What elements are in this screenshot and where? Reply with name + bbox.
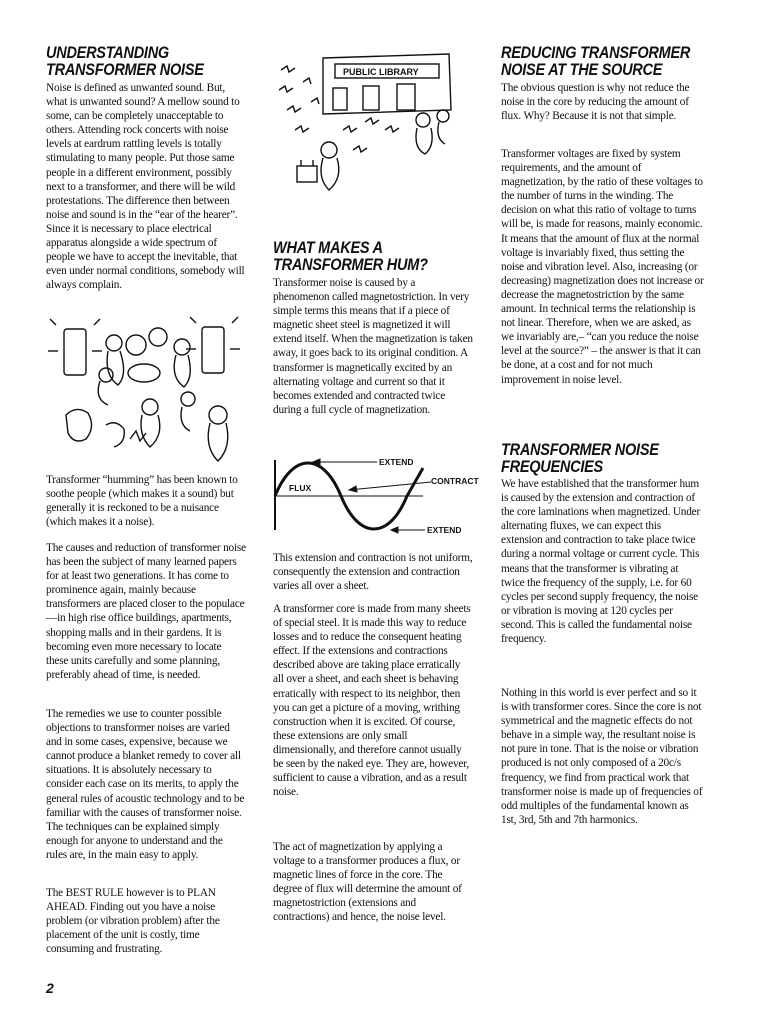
paragraph: We have established that the transformer hum is caused by the extension and contraction of the core laminations when magnetized. Under alternating fluxes, we can expect this extension and contraction to take place twice during a normal voltage or current cycle. This means that the transformer is vibrating at twice the frequency of the supply, i.e. for 60 cycles per second supply frequency, the noise or vibration is moving at 120 cycles per second. This is called the fundamental noise frequency. <box>501 478 701 646</box>
rock-concert-illustration <box>46 315 242 465</box>
paragraph: The BEST RULE however is to PLAN AHEAD. Finding out you have a noise problem (or vibration problem) after the placement of the unit is costly, time consuming and frustrating. <box>46 887 220 956</box>
heading-line: FREQUENCIES <box>501 458 603 476</box>
heading-reducing-transformer-noise <box>501 45 712 79</box>
heading-line: NOISE AT THE SOURCE <box>501 61 663 79</box>
paragraph: Transformer voltages are fixed by system requirements, and the amount of magnetization, by the ratio of these voltages to the number of turns in the winding. The decision on what this ratio of voltage to turns will be, is made for reasons, mainly economic. It means that the amount of flux at the normal voltage is invariably fixed, thus setting the noise and vibration level. Also, increasing (or decreasing) magnetization does not increase or decrease the magnetostriction by the same amount. In technical terms the relationship is not linear. Therefore, when we are asked, as we invariably are,– “can you reduce the noise level at the source?” – the answer is that it can be done, at a cost and for not much improvement in noise level. <box>501 148 704 386</box>
heading-understanding-transformer-noise <box>46 45 257 79</box>
heading-line: WHAT MAKES A <box>273 239 383 257</box>
paragraph: The causes and reduction of transformer noise has been the subject of many learned papers for at least two generations. It has come to prominence again, mainly because transformers are placed closer to the populace—in high rise office buildings, apartments, shopping malls and in their gardens. It is becoming even more necessary to locate these units carefully and some planning, preferably ahead of time, is needed. <box>46 542 246 681</box>
page-number: 2 <box>46 980 54 996</box>
heading-what-makes-transformer-hum <box>273 240 484 274</box>
heading-line: TRANSFORMER HUM? <box>273 256 428 274</box>
heading-line: REDUCING TRANSFORMER <box>501 44 691 62</box>
paragraph: Noise is defined as unwanted sound. But, what is unwanted sound? A mellow sound to some, can be completely unacceptable to others. Attending rock concerts with noise levels at eardrum rattling levels is totally stimulating to many people. Put those same people in a different environment, possibly next to a transformer, and there will be wild protestations. The difference then between noise and sound is in the “ear of the hearer”. Since it is necessary to place electrical apparatus alongside a wide spectrum of people we have to accept the inevitable, that even under normal conditions, somebody will always complain. <box>46 82 245 292</box>
paragraph: The remedies we use to counter possible objections to transformer noises are varied and in some cases, expensive, because we cannot produce a blanket remedy to cover all situations. It is absolutely necessary to consider each case on its merits, to apply the general rules of acoustic technology and to be familiar with the causes of transformer noise. The techniques can be explained simply enough for anyone to understand and the rules are, in the main easy to apply. <box>46 708 245 861</box>
diagram-label-contract: CONTRACT <box>431 476 479 486</box>
paragraph: Nothing in this world is ever perfect and so it is with transformer cores. Since the core is not symmetrical and the magnetic effects do not behave in a simple way, the resultant noise is not pure in tone. That is the noise or vibration produced is not only composed of a 20c/s frequency, we find from practical work that transformer noise is made up of frequencies of odd multiples of the fundamental known as 1st, 3rd, 5th and 7th harmonics. <box>501 687 703 826</box>
diagram-label-flux: FLUX <box>289 483 312 493</box>
diagram-label-extend-bottom: EXTEND <box>427 525 462 535</box>
paragraph: A transformer core is made from many sheets of special steel. It is made this way to reduce losses and to reduce the consequent heating effect. If the extensions and contractions described above are taking place erratically all over a sheet, and each sheet is behaving erratically with respect to its neighbor, then you can get a picture of a moving, writhing construction when it is excited. Of course, these extensions are only small dimensionally, and therefore cannot usually be seen by the naked eye. They are, however, sufficient to cause a vibration, and as a result noise. <box>273 603 471 799</box>
library-sign-text: PUBLIC LIBRARY <box>343 67 419 77</box>
heading-transformer-noise-frequencies <box>501 442 712 476</box>
magnetostriction-diagram <box>273 454 479 536</box>
paragraph: This extension and contraction is not uniform, consequently the extension and contraction varies all over a sheet. <box>273 552 473 593</box>
paragraph: Transformer noise is caused by a phenomenon called magnetostriction. In very simple terms this means that if a piece of magnetic sheet steel is magnetized it will extend itself. When the magnetization is taken away, it goes back to its original condition. A transformer is magnetically excited by an alternating voltage and current so that it becomes extended and contracted twice during a full cycle of magnetization. <box>273 277 473 416</box>
paragraph: The obvious question is why not reduce the noise in the core by reducing the amount of flux. Why? Because it is not that simple. <box>501 82 690 123</box>
heading-line: TRANSFORMER NOISE <box>501 441 659 459</box>
paragraph: The act of magnetization by applying a voltage to a transformer produces a flux, or magnetic lines of force in the core. The degree of flux will determine the amount of magnetostriction (extensions and contractions) and hence, the noise level. <box>273 841 462 924</box>
library-cartoon-illustration <box>273 50 473 200</box>
paragraph: Transformer “humming” has been known to soothe people (which makes it a sound) but generally it is reckoned to be a nuisance (which makes it a noise). <box>46 474 238 529</box>
heading-line: UNDERSTANDING <box>46 44 169 62</box>
heading-line: TRANSFORMER NOISE <box>46 61 204 79</box>
diagram-label-extend-top: EXTEND <box>379 457 414 467</box>
